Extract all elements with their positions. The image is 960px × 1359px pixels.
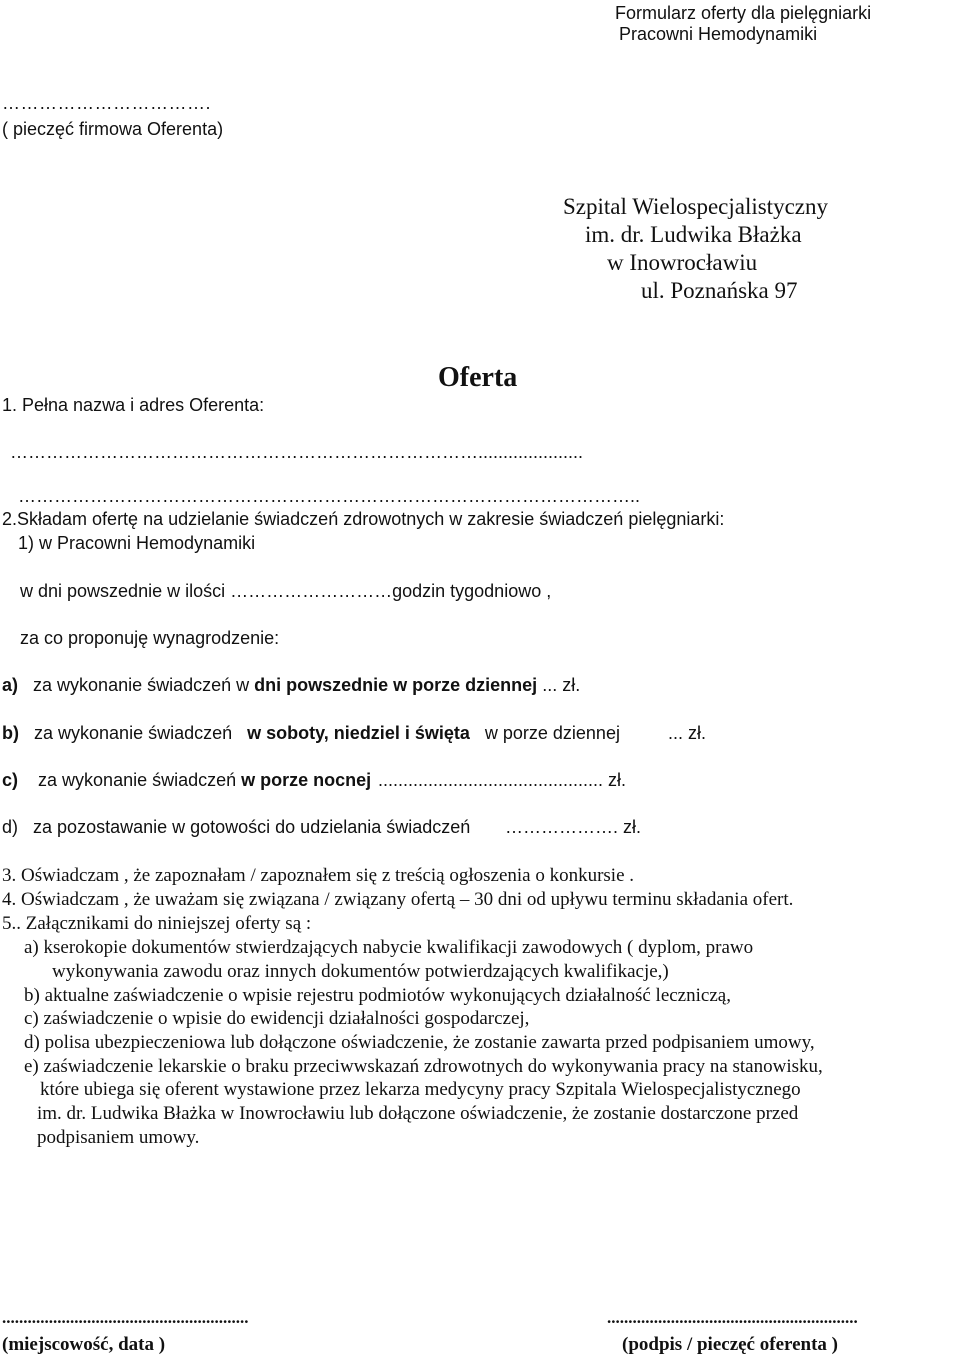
proposal-label: za co proponuję wynagrodzenie: xyxy=(20,628,280,648)
section5-d: d) polisa ubezpieczeniowa lub dołączone oświadczenie, że zostanie zawarta przed podpisaniem umowy, xyxy=(24,1032,815,1053)
row-d xyxy=(2,817,470,838)
row-b-bold: w soboty, niedziel i święta xyxy=(247,723,470,743)
row-c-end xyxy=(378,770,626,791)
section4: 4. Oświadczam , że uważam się związana / związany ofertą – 30 dni od upływu terminu składania ofert. xyxy=(2,889,794,910)
section5-a2: wykonywania zawodu oraz innych dokumentów potwierdzających kwalifikacje,) xyxy=(52,961,669,982)
row-a-end: ... zł. xyxy=(542,675,581,695)
section5-e4: podpisaniem umowy. xyxy=(37,1127,200,1148)
row-a-bold: dni powszednie w porze dziennej xyxy=(254,675,538,695)
row-d-text: za pozostawanie w gotowości do udzielania świadczeń xyxy=(33,817,471,837)
place-date-label: (miejscowość, data ) xyxy=(2,1334,166,1355)
place-date-dots: .......................................................... xyxy=(2,1308,249,1327)
row-d-end: ………………. zł. xyxy=(505,817,642,837)
section5-c: c) zaświadczenie o wpisie do ewidencji działalności gospodarczej, xyxy=(24,1008,530,1029)
addressee-line2: im. dr. Ludwika Błażka xyxy=(585,222,802,247)
section1-dots1: ……………………………………………………………………..................... xyxy=(10,442,584,462)
row-c-end-text: ... zł. xyxy=(588,770,627,790)
section2-item1: 1) w Pracowni Hemodynamiki xyxy=(18,533,256,553)
offer-title: Oferta xyxy=(438,362,518,393)
form-title-line2: Pracowni Hemodynamiki xyxy=(619,24,818,44)
row-b-end: ... zł. xyxy=(668,723,707,743)
section5-e1: e) zaświadczenie lekarskie o braku przeciwwskazań zdrowotnych do wykonywania pracy na stanowisku, xyxy=(24,1056,823,1077)
row-b-label: b) xyxy=(2,723,19,743)
hours-prefix: w dni powszednie w ilości xyxy=(20,581,226,601)
row-c-text: za wykonanie świadczeń xyxy=(38,770,237,790)
section5-title: 5.. Załącznikami do niniejszej oferty są : xyxy=(2,913,312,934)
row-a-text: za wykonanie świadczeń w xyxy=(33,675,250,695)
section5-e3: im. dr. Ludwika Błażka w Inowrocławiu lub dołączone oświadczenie, że zostanie dostarczone przed xyxy=(37,1103,799,1124)
section1-label: 1. Pełna nazwa i adres Oferenta: xyxy=(2,395,265,415)
stamp-dots: ……………………………. xyxy=(2,93,212,113)
form-title-line1: Formularz oferty dla pielęgniarki xyxy=(615,3,872,23)
hours-dots: ……………………… xyxy=(230,581,393,601)
addressee-line4: ul. Poznańska 97 xyxy=(641,278,798,303)
row-a-label: a) xyxy=(2,675,19,695)
addressee-line3: w Inowrocławiu xyxy=(607,250,758,275)
addressee-line1: Szpital Wielospecjalistyczny xyxy=(563,194,828,219)
row-d-label: d) xyxy=(2,817,19,837)
hours-suffix: godzin tygodniowo , xyxy=(392,581,552,601)
row-c-bold: w porze nocnej xyxy=(241,770,372,790)
row-b xyxy=(2,723,620,744)
stamp-label: ( pieczęć firmowa Oferenta) xyxy=(2,119,224,139)
row-c xyxy=(2,770,371,791)
row-a xyxy=(2,675,580,696)
signature-dots: ........................................................... xyxy=(607,1308,858,1327)
section3: 3. Oświadczam , że zapoznałam / zapoznałem się z treścią ogłoszenia o konkursie . xyxy=(2,865,635,886)
row-c-dots: .......................................... xyxy=(378,770,589,790)
row-b-text: za wykonanie świadczeń xyxy=(34,723,233,743)
signature-label: (podpis / pieczęć oferenta ) xyxy=(622,1334,838,1355)
section5-b: b) aktualne zaświadczenie o wpisie rejestru podmiotów wykonujących działalność leczniczą, xyxy=(24,985,731,1006)
section1-dots2: ………………………………………………………………………………………….. xyxy=(18,486,641,506)
row-b-text2: w porze dziennej xyxy=(484,723,620,743)
section2-intro: 2.Składam ofertę na udzielanie świadczeń zdrowotnych w zakresie świadczeń pielęgniarki: xyxy=(2,509,725,529)
section5-e2: które ubiega się oferent wystawione przez lekarza medycyny pracy Szpitala Wielospecjalistycznego xyxy=(40,1079,801,1100)
row-c-label: c) xyxy=(2,770,19,790)
hours-line xyxy=(20,581,551,602)
section5-a1: a) kserokopie dokumentów stwierdzających nabycie kwalifikacji zawodowych ( dyplom, prawo xyxy=(24,937,754,958)
